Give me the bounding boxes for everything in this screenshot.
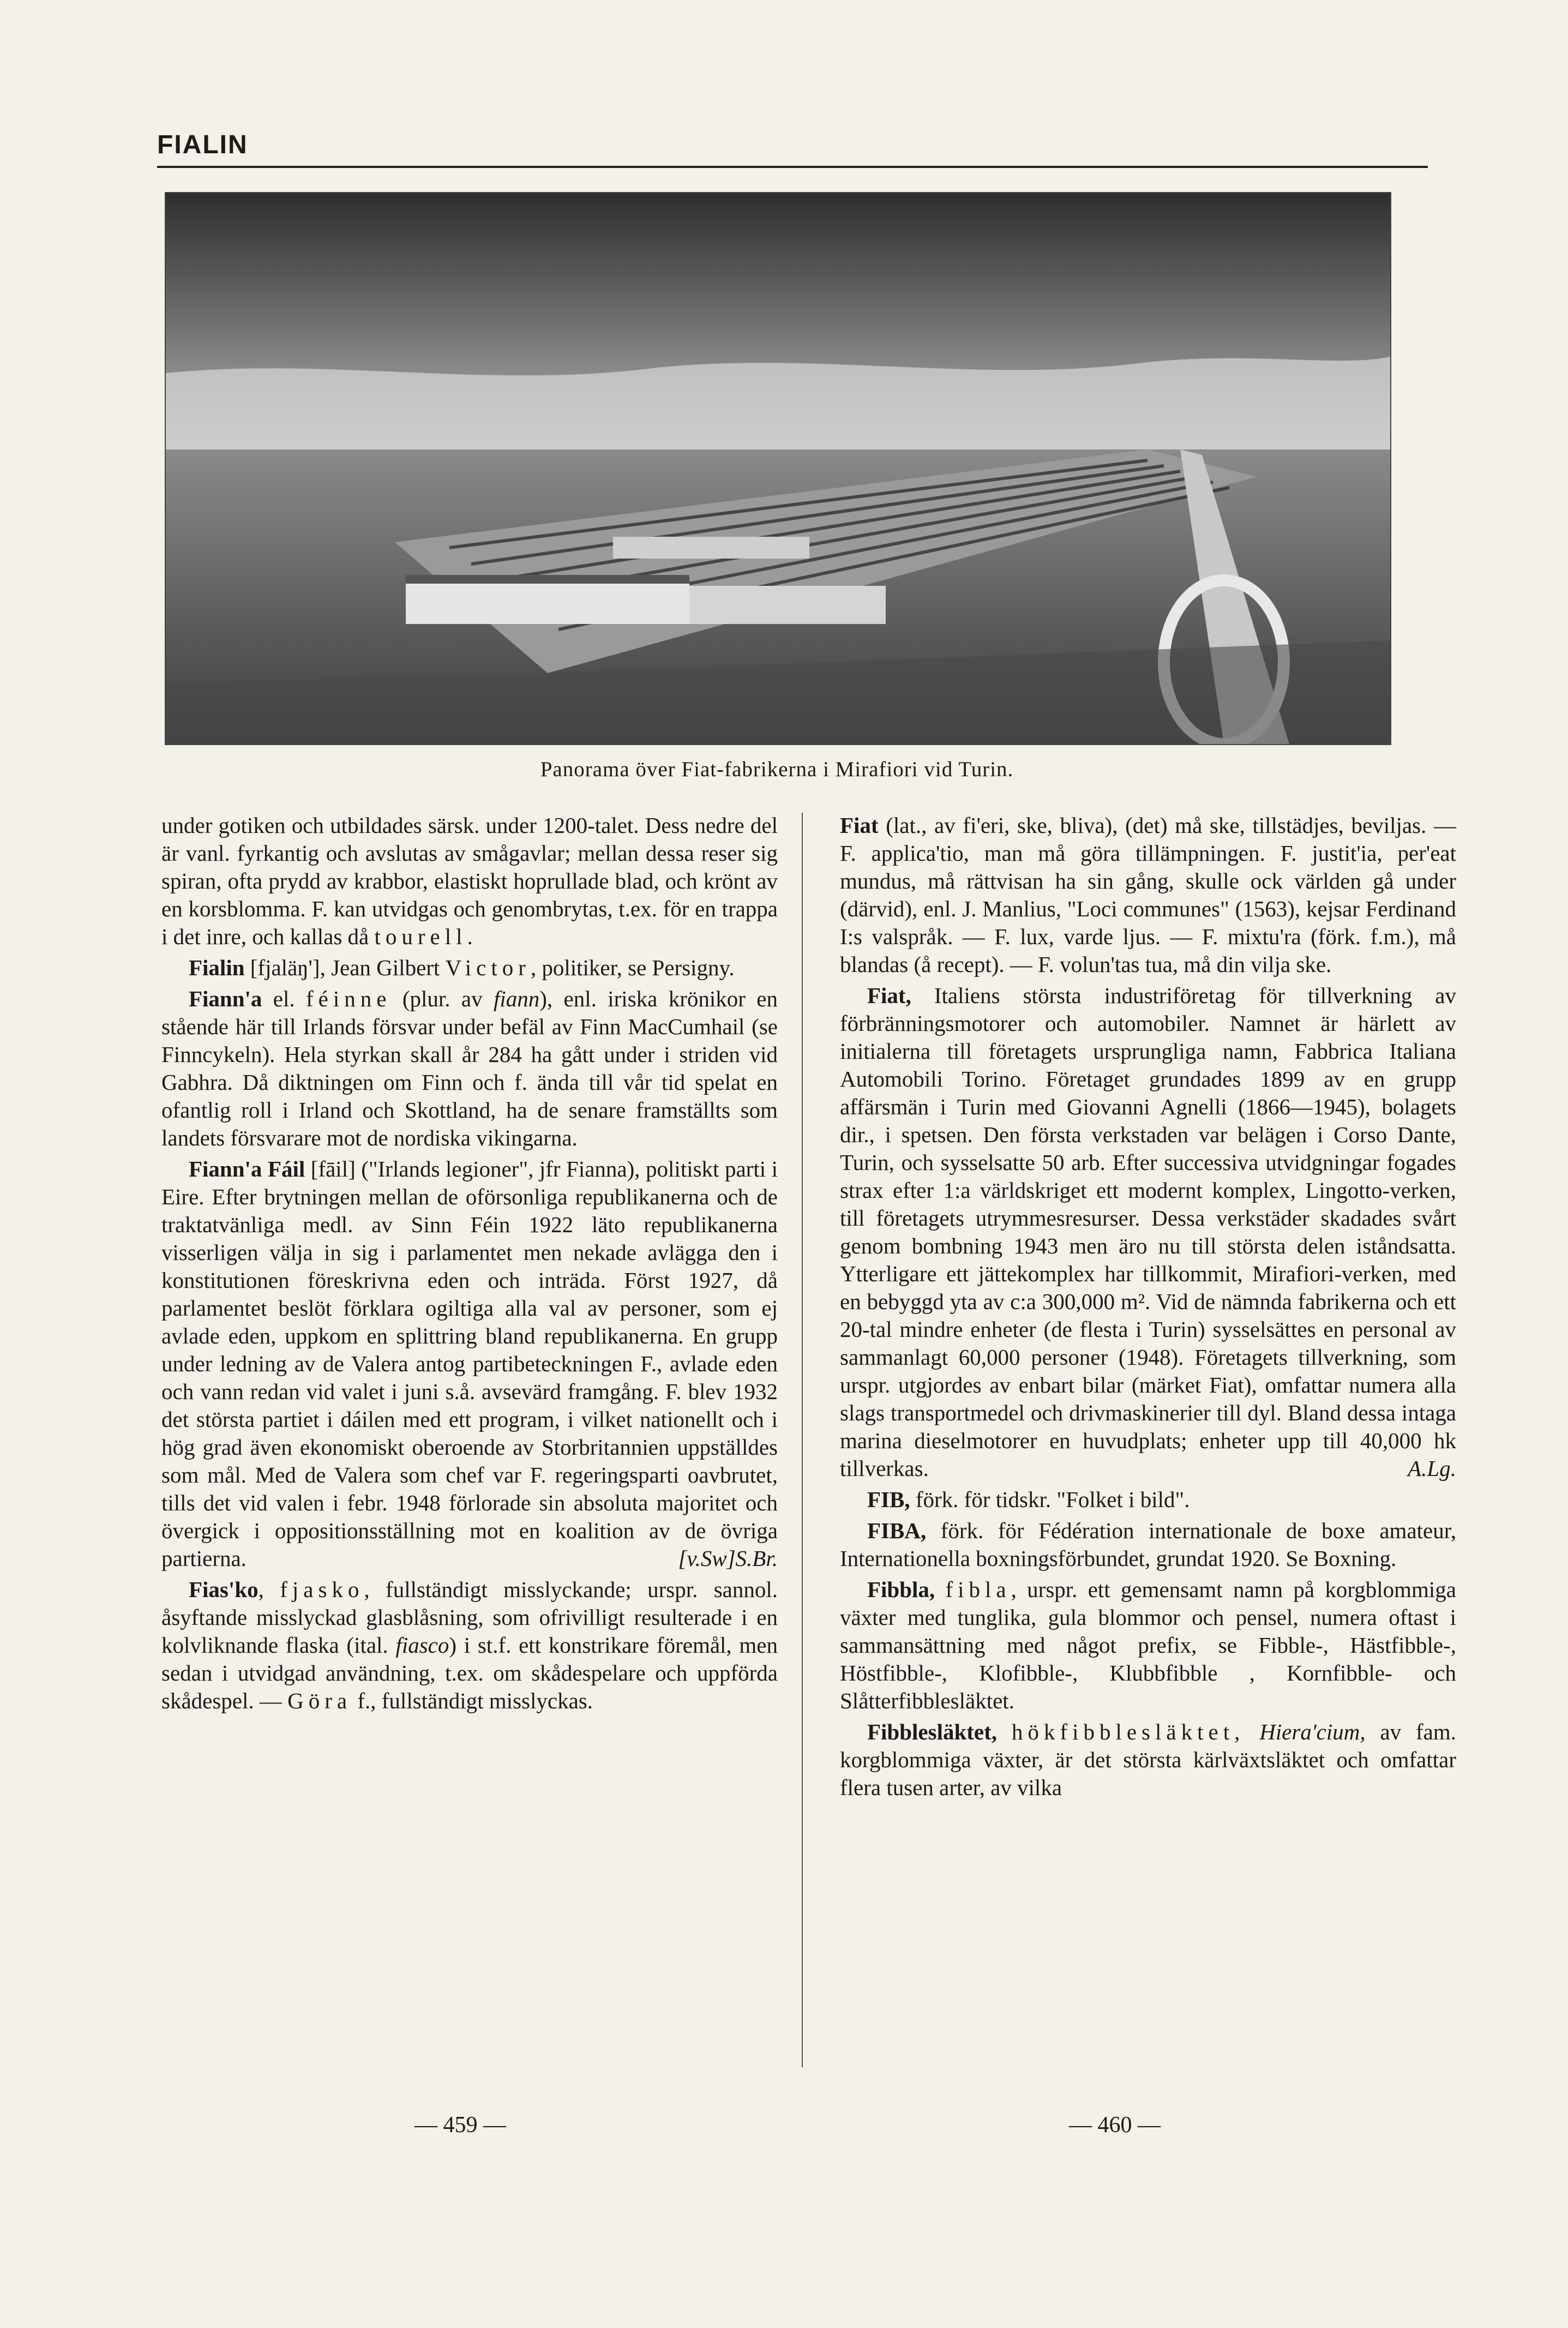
running-header: FIALIN: [157, 130, 248, 159]
entry-fialin: Fialin [fjaläŋ'], Jean Gilbert Victor, politiker, se Persigny.: [189, 955, 735, 980]
factory-panorama-photo: [165, 192, 1391, 745]
headword: Fibblesläktet,: [867, 1719, 998, 1744]
entry-fiasko: Fias'ko, fjasko, fullständigt misslyckande; urspr. sannol. åsyftande misslyckad glasblåsning, som ofrivilligt resulterade i en kolvliknande flaska (ital. fiasco) i st.f. ett konstrikare föremål, men sedan i utvidgad användning, t.ex. om skådespelare och uppförda skådespel. — Göra f., fullständigt misslyckas.: [161, 1577, 778, 1713]
headword: Fiat: [840, 813, 879, 838]
entry-fib: FIB, förk. för tidskr. "Folket i bild".: [867, 1487, 1190, 1512]
headword: Fibbla,: [867, 1577, 935, 1602]
factory-photo-illustration: [166, 193, 1390, 744]
entry-fiat-company: Fiat, Italiens största industriföretag för tillverkning av förbränningsmotorer och automobiler. Namnet är härlett av initialerna till företagets ursprungliga namn, Fabbrica Italiana Automobili Torino. Företaget grundades 1899 av en grupp affärsmän i Turin med Giovanni Agnelli (1866—1945), bolagets dir., i spetsen. Den första verkstaden var belägen i Corso Dante, Turin, och sysselsatte 50 arb. Efter successiva utvidgningar fogades strax efter 1:a världskriget ett modernt komplex, Lingotto-verken, till företagets utrymmesresurser. Dessa verkstäder skadades svårt genom bombning 1943 men äro nu till största delen iståndsatta. Ytterligare ett jättekomplex har tillkommit, Mirafiori-verken, med en bebyggd yta av c:a 300,000 m². Vid de nämnda fabrikerna och ett 20-tal mindre enheter (de flesta i Turin) sysselsättes en personal av sammanlagt 60,000 personer (1948). Företagets tillverkning, som urspr. utgjordes av enbart bilar (märket Fiat), omfattar numera alla slags transportmedel och drivmaskinerier till dyl. Bland dessa intaga marina dieselmotorer en huvudplats; enheter upp till 40,000 hk tillverkas. A.Lg.: [840, 982, 1456, 1483]
figure-caption: Panorama över Fiat-fabrikerna i Mirafiori vid Turin.: [540, 758, 1014, 781]
column-divider: [802, 813, 803, 2067]
headword: Fiat,: [867, 983, 911, 1008]
author-signature: [v.Sw]S.Br.: [678, 1546, 778, 1571]
header-rule: [157, 166, 1428, 168]
entry-fiale-continued: under gotiken och utbildades särsk. under 1200-talet. Dess nedre del är vanl. fyrkantig och avslutas av smågavlar; mellan dessa reser sig spiran, ofta prydd av krabbor, elastiskt hoprullade blad, och krönt av en korsblomma. F. kan utvidgas och genombrytas, t.ex. för en trappa i det inre, och kallas då tourell.: [161, 813, 778, 949]
headword: Fiann'a Fáil: [189, 1156, 305, 1181]
author-signature: A.Lg.: [1408, 1456, 1456, 1481]
page-number-left: — 459 —: [414, 2113, 506, 2138]
entry-fiat-latin: Fiat (lat., av fi'eri, ske, bliva), (det) må ske, tillstädjes, beviljas. — F. applica'tio, man må göra tillämpningen. F. justit'ia, per'eat mundus, må rättvisan ha sin gång, skulle ock världen gå under (därvid), enl. J. Manlius, "Loci communes" (1563), kejsar Ferdinand I:s valspråk. — F. lux, varde ljus. — F. mixtu'ra (förk. f.m.), må blandas (å recept). — F. volun'tas tua, må din vilja ske.: [840, 813, 1456, 977]
left-column: [161, 812, 778, 1718]
entry-fibbleslaktet: Fibblesläktet, hökfibblesläktet, Hiera'cium, av fam. korgblommiga växter, är det största kärlväxtsläktet och omfattar flera tusen arter, av vilka: [840, 1719, 1457, 1800]
headword: FIBA,: [867, 1518, 927, 1543]
headword: Fialin: [189, 955, 245, 980]
entry-fiba: FIBA, förk. för Fédération internationale de boxe amateur, Internationella boxningsförbundet, grundat 1920. Se Boxning.: [840, 1518, 1456, 1571]
entry-fibbla: Fibbla, fibla, urspr. ett gemensamt namn på korgblommiga växter med tunglika, gula blommor och pensel, numera oftast i sammansättning med något prefix, se Fibble-, Hästfibble-, Höstfibble-, Klofibble-, Klubbfibble , Kornfibble- och Slåtterfibblesläktet.: [840, 1577, 1457, 1713]
headword: Fias'ko: [189, 1577, 259, 1602]
entry-fianna: Fiann'a el. féinne (plur. av fiann), enl. iriska krönikor en stående här till Irlands försvar under befäl av Finn MacCumhail (se Finncykeln). Hela styrkan skall år 284 ha gått under i striden vid Gabhra. Då diktningen om Finn och f. ända till vår tid spelat en ofantlig roll i Irland och Skottland, ha de senare framställts som landets försvarare mot de nordiska vikingarna.: [161, 986, 778, 1150]
headword: FIB,: [867, 1487, 910, 1512]
entry-fianna-fail: Fiann'a Fáil [fāil] ("Irlands legioner", jfr Fianna), politiskt parti i Eire. Efter brytningen mellan de oförsonliga republikanerna och de traktatvänliga medl. av Sinn Féin 1922 läto republikanerna visserligen välja in sig i parlamentet men nekade avlägga den i konstitutionen föreskrivna eden och inträda. Först 1927, då parlamentet beslöt förklara ogiltiga alla val av personer, som ej avlade eden, uppkom en splittring bland republikanerna. En grupp under ledning av de Valera antog partibeteckningen F., avlade eden och vann redan vid valet i juni s.å. avsevärd framgång. F. blev 1932 det största partiet i dáilen med ett program, i vilket nationellt och i hög grad även ekonomiskt oberoende av Storbritannien uppställdes som mål. Med de Valera som chef var F. regeringsparti oavbrutet, tills det vid valen i febr. 1948 förlorade sin absoluta majoritet och övergick i oppositionsställning mot en koalition av de övriga partierna. [v.Sw]S.Br.: [161, 1155, 778, 1573]
headword: Fiann'a: [189, 986, 262, 1011]
page-number-right: — 460 —: [1069, 2113, 1161, 2138]
right-column: [840, 812, 1456, 1805]
